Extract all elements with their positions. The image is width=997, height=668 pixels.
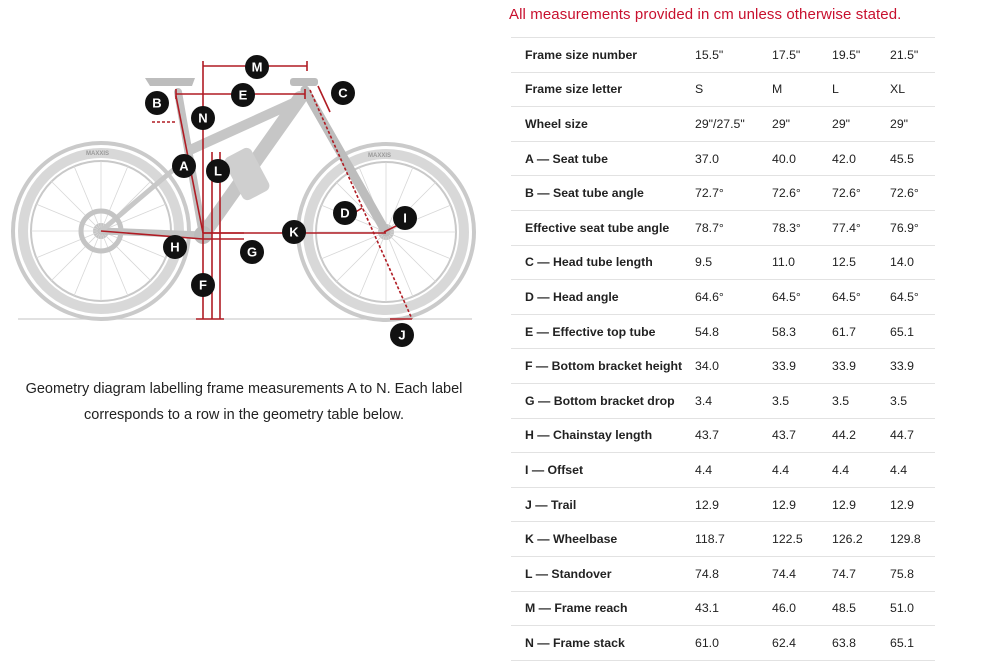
row-label: C — Head tube length	[511, 245, 695, 280]
row-label: F — Bottom bracket height	[511, 349, 695, 384]
cell-size-4: 44.7	[890, 418, 935, 453]
row-label: Frame size number	[511, 38, 695, 73]
cell-size-2: 58.3	[772, 314, 832, 349]
row-label: M — Frame reach	[511, 591, 695, 626]
cell-size-4: 4.4	[890, 453, 935, 488]
cell-size-1: 37.0	[695, 141, 772, 176]
svg-text:E: E	[238, 87, 248, 103]
cell-size-1: 29"/27.5"	[695, 107, 772, 142]
cell-size-4: 65.1	[890, 314, 935, 349]
cell-size-3: 72.6°	[832, 176, 890, 211]
tire-brand-front: MAXXIS	[368, 153, 392, 159]
row-label: D — Head angle	[511, 280, 695, 315]
cell-size-2: 43.7	[772, 418, 832, 453]
table-row	[511, 626, 935, 661]
diagram-caption: Geometry diagram labelling frame measurements A to N. Each label corresponds to a row in the geometry table below.	[25, 381, 463, 423]
cell-size-2: 62.4	[772, 626, 832, 661]
cell-size-1: 9.5	[695, 245, 772, 280]
label-m	[245, 55, 269, 79]
cell-size-3: 74.7	[832, 556, 890, 591]
cell-size-2: 78.3°	[772, 210, 832, 245]
measurement-unit-note: All measurements provided in cm unless otherwise stated.	[509, 6, 902, 23]
cell-size-2: 12.9	[772, 487, 832, 522]
cell-size-2: 29"	[772, 107, 832, 142]
label-l	[206, 159, 230, 183]
cell-size-4: 76.9°	[890, 210, 935, 245]
cell-size-2: 46.0	[772, 591, 832, 626]
cell-size-3: 33.9	[832, 349, 890, 384]
cell-size-3: 48.5	[832, 591, 890, 626]
table-row	[511, 487, 935, 522]
svg-text:N: N	[198, 110, 208, 126]
row-label: Effective seat tube angle	[511, 210, 695, 245]
geometry-diagram	[0, 40, 485, 360]
row-label: Wheel size	[511, 107, 695, 142]
cell-size-4: 14.0	[890, 245, 935, 280]
svg-text:D: D	[340, 205, 350, 221]
svg-text:M: M	[251, 59, 263, 75]
cell-size-1: 74.8	[695, 556, 772, 591]
table-row	[511, 107, 935, 142]
cell-size-4: 12.9	[890, 487, 935, 522]
row-label: Frame size letter	[511, 72, 695, 107]
cell-size-3: 44.2	[832, 418, 890, 453]
table-row	[511, 522, 935, 557]
cell-size-1: 3.4	[695, 383, 772, 418]
cell-size-4: 45.5	[890, 141, 935, 176]
label-a	[172, 154, 196, 178]
label-h	[163, 235, 187, 259]
row-label: I — Offset	[511, 453, 695, 488]
table-row	[511, 314, 935, 349]
svg-text:H: H	[170, 239, 180, 255]
geometry-table	[511, 37, 935, 661]
cell-size-1: 4.4	[695, 453, 772, 488]
cell-size-4: 29"	[890, 107, 935, 142]
cell-size-4: 21.5"	[890, 38, 935, 73]
svg-text:B: B	[152, 95, 162, 111]
cell-size-3: 77.4°	[832, 210, 890, 245]
label-f	[191, 273, 215, 297]
cell-size-2: 11.0	[772, 245, 832, 280]
cell-size-4: 129.8	[890, 522, 935, 557]
cell-size-1: 72.7°	[695, 176, 772, 211]
table-row	[511, 245, 935, 280]
cell-size-3: L	[832, 72, 890, 107]
cell-size-3: 42.0	[832, 141, 890, 176]
label-j	[390, 323, 414, 347]
svg-text:C: C	[338, 85, 348, 101]
cell-size-2: 72.6°	[772, 176, 832, 211]
cell-size-2: 74.4	[772, 556, 832, 591]
label-d	[333, 201, 357, 225]
cell-size-3: 3.5	[832, 383, 890, 418]
table-row	[511, 453, 935, 488]
row-label: B — Seat tube angle	[511, 176, 695, 211]
label-c	[331, 81, 355, 105]
table-row	[511, 72, 935, 107]
cell-size-1: 78.7°	[695, 210, 772, 245]
cell-size-1: 118.7	[695, 522, 772, 557]
row-label: E — Effective top tube	[511, 314, 695, 349]
cell-size-3: 12.5	[832, 245, 890, 280]
cell-size-1: 43.7	[695, 418, 772, 453]
label-g	[240, 240, 264, 264]
cell-size-3: 63.8	[832, 626, 890, 661]
table-row	[511, 176, 935, 211]
cell-size-4: 65.1	[890, 626, 935, 661]
svg-text:G: G	[246, 244, 258, 260]
cell-size-3: 19.5"	[832, 38, 890, 73]
cell-size-1: 54.8	[695, 314, 772, 349]
label-i	[393, 206, 417, 230]
row-label: L — Standover	[511, 556, 695, 591]
cell-size-4: 75.8	[890, 556, 935, 591]
bike-geometry-illustration	[0, 40, 485, 360]
label-e	[231, 83, 255, 107]
cell-size-4: 72.6°	[890, 176, 935, 211]
row-label: A — Seat tube	[511, 141, 695, 176]
cell-size-2: 3.5	[772, 383, 832, 418]
cell-size-2: 122.5	[772, 522, 832, 557]
row-label: G — Bottom bracket drop	[511, 383, 695, 418]
cell-size-3: 64.5°	[832, 280, 890, 315]
tire-brand-rear: MAXXIS	[86, 151, 110, 157]
row-label: J — Trail	[511, 487, 695, 522]
cell-size-2: 17.5"	[772, 38, 832, 73]
svg-text:A: A	[179, 158, 189, 174]
cell-size-3: 61.7	[832, 314, 890, 349]
cell-size-4: 51.0	[890, 591, 935, 626]
table-row	[511, 141, 935, 176]
label-n	[191, 106, 215, 130]
cell-size-4: XL	[890, 72, 935, 107]
svg-text:I: I	[403, 210, 407, 226]
row-label: N — Frame stack	[511, 626, 695, 661]
cell-size-3: 126.2	[832, 522, 890, 557]
table-row	[511, 210, 935, 245]
cell-size-1: 34.0	[695, 349, 772, 384]
cell-size-1: 43.1	[695, 591, 772, 626]
table-row	[511, 349, 935, 384]
cell-size-2: 33.9	[772, 349, 832, 384]
cell-size-4: 64.5°	[890, 280, 935, 315]
cell-size-4: 3.5	[890, 383, 935, 418]
label-k	[282, 220, 306, 244]
cell-size-1: 64.6°	[695, 280, 772, 315]
cell-size-3: 12.9	[832, 487, 890, 522]
svg-text:F: F	[199, 277, 207, 293]
cell-size-1: 61.0	[695, 626, 772, 661]
table-row	[511, 280, 935, 315]
cell-size-1: 15.5"	[695, 38, 772, 73]
svg-text:K: K	[289, 224, 299, 240]
cell-size-4: 33.9	[890, 349, 935, 384]
cell-size-2: M	[772, 72, 832, 107]
row-label: H — Chainstay length	[511, 418, 695, 453]
geometry-table-body	[511, 38, 935, 661]
cell-size-3: 4.4	[832, 453, 890, 488]
table-row	[511, 591, 935, 626]
cell-size-2: 64.5°	[772, 280, 832, 315]
row-label: K — Wheelbase	[511, 522, 695, 557]
table-row	[511, 418, 935, 453]
svg-text:J: J	[398, 327, 406, 343]
label-b	[145, 91, 169, 115]
cell-size-3: 29"	[832, 107, 890, 142]
table-row	[511, 38, 935, 73]
table-row	[511, 556, 935, 591]
cell-size-2: 40.0	[772, 141, 832, 176]
svg-text:L: L	[214, 163, 222, 179]
cell-size-1: S	[695, 72, 772, 107]
cell-size-1: 12.9	[695, 487, 772, 522]
table-row	[511, 383, 935, 418]
cell-size-2: 4.4	[772, 453, 832, 488]
